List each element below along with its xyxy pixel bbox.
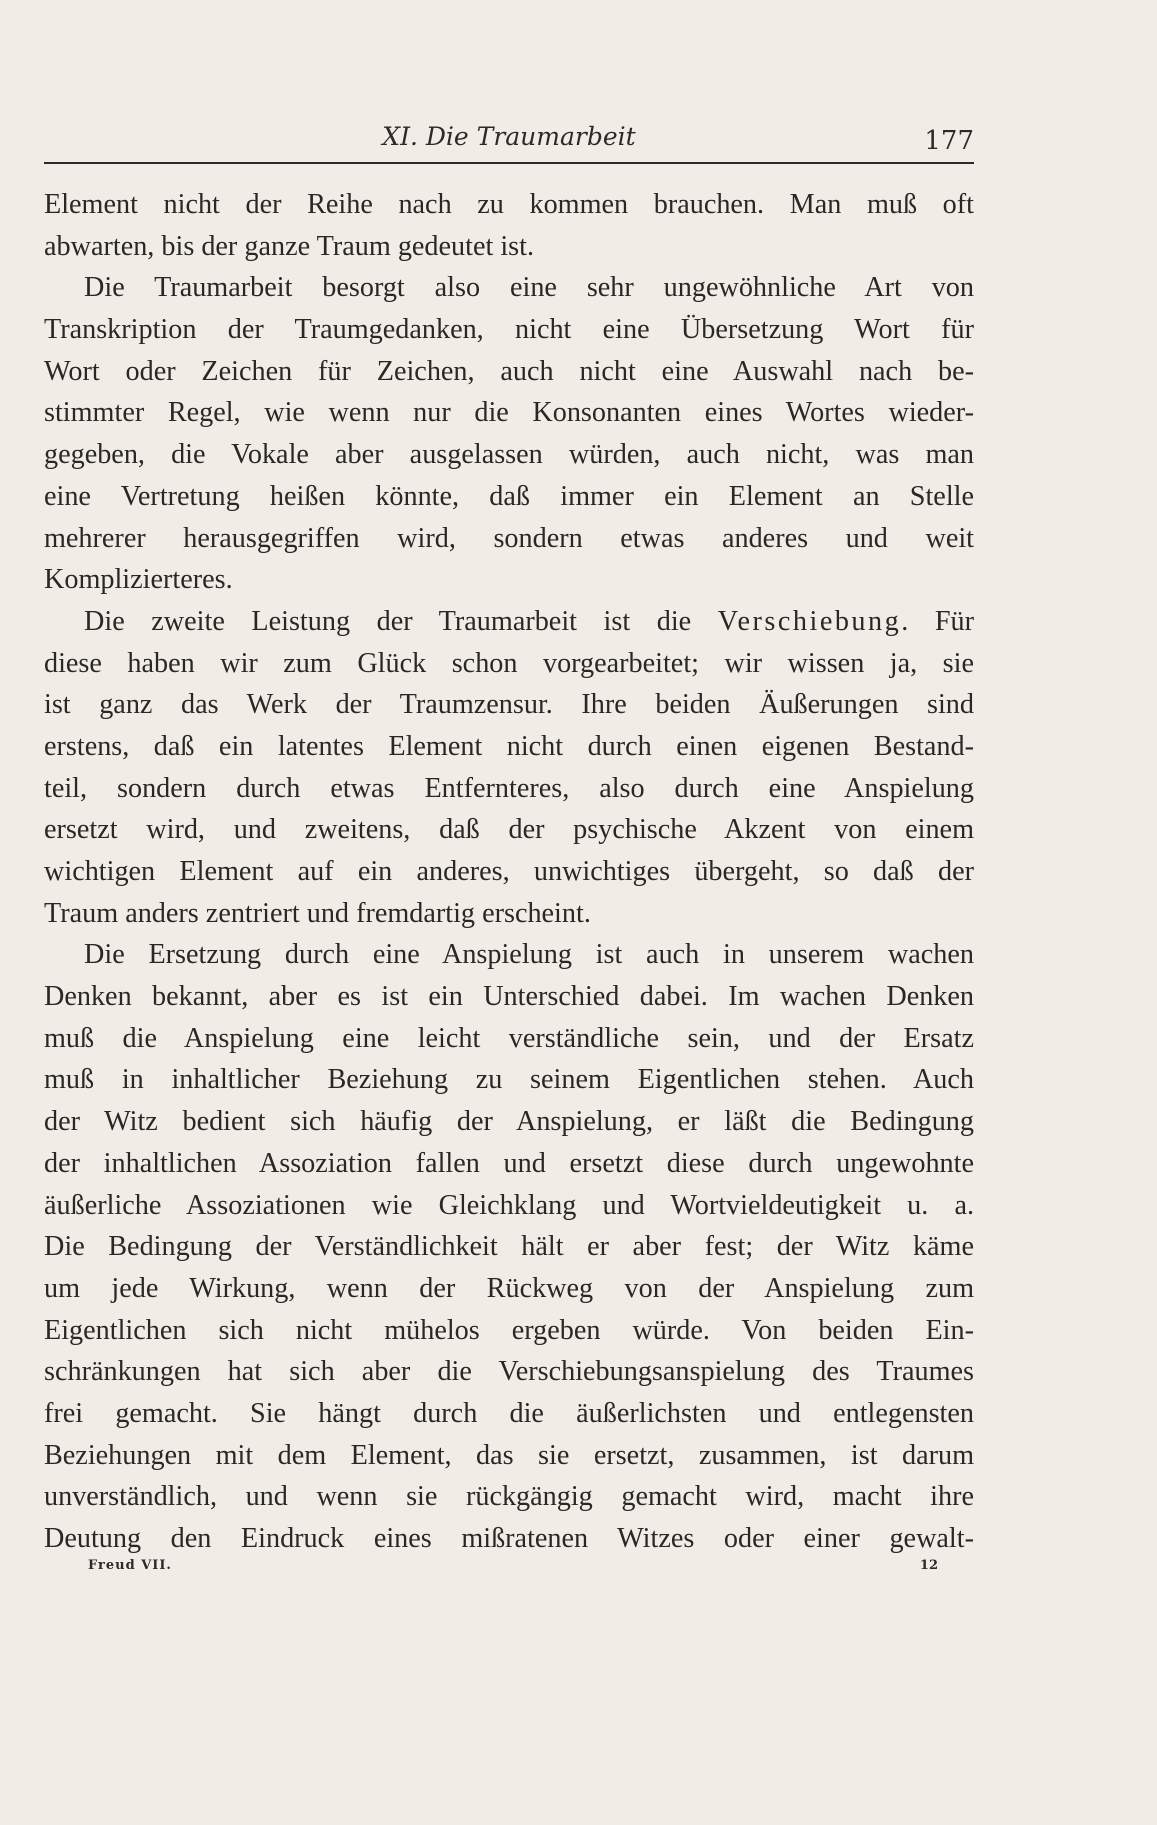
text-line: Wort oder Zeichen für Zeichen, auch nicht eine Auswahl nach be- (44, 355, 974, 387)
signature-number: 12 (919, 1558, 938, 1573)
text-line: Transkription der Traumgedanken, nicht eine Übersetzung Wort für (44, 314, 974, 346)
text-line: der inhaltlichen Assoziation fallen und ersetzt diese durch ungewohnte (44, 1147, 974, 1179)
text-line: stimmter Regel, wie wenn nur die Konsonanten eines Wortes wieder- (44, 397, 974, 429)
text-line: schränkungen hat sich aber die Verschiebungsanspielung des Traumes (44, 1356, 974, 1388)
text-line: teil, sondern durch etwas Entfernteres, also durch eine Anspielung (44, 772, 974, 804)
page-number: 177 (924, 126, 974, 156)
text-line: muß die Anspielung eine leicht verständliche sein, und der Ersatz (44, 1022, 974, 1054)
text-line: eine Vertretung heißen könnte, daß immer ein Element an Stelle (44, 480, 974, 512)
text-line: Denken bekannt, aber es ist ein Unterschied dabei. Im wachen Denken (44, 981, 974, 1013)
text-line: der Witz bedient sich häufig der Anspielung, er läßt die Bedingung (44, 1106, 974, 1138)
text-line: frei gemacht. Sie hängt durch die äußerlichsten und entlegensten (44, 1397, 974, 1429)
text-line: Beziehungen mit dem Element, das sie ersetzt, zusammen, ist darum (44, 1439, 974, 1471)
text-line: ist ganz das Werk der Traumzensur. Ihre beiden Äußerungen sind (44, 689, 974, 721)
text-run: Die zweite Leistung der Traumarbeit ist die (84, 605, 718, 637)
body-text (44, 184, 974, 1560)
page-footer (88, 1558, 938, 1582)
text-line: gegeben, die Vokale aber ausgelassen würden, auch nicht, was man (44, 439, 974, 471)
text-line-emphasis (44, 601, 974, 643)
text-line: Die Bedingung der Verständlichkeit hält er aber fest; der Witz käme (44, 1231, 974, 1263)
text-line: unverständlich, und wenn sie rückgängig gemacht wird, macht ihre (44, 1481, 974, 1513)
text-line: um jede Wirkung, wenn der Rückweg von der Anspielung zum (44, 1272, 974, 1304)
emphasized-term: Verschiebung (717, 605, 902, 637)
text-line: wichtigen Element auf ein anderes, unwichtiges übergeht, so daß der (44, 856, 974, 887)
text-line: Komplizierteres. (44, 564, 233, 596)
text-line: Die Ersetzung durch eine Anspielung ist auch in unserem wachen (84, 939, 974, 971)
text-line: Traum anders zentriert und fremdartig erscheint. (44, 897, 591, 929)
running-title: XI. Die Traumarbeit (382, 122, 636, 151)
text-line: äußerliche Assoziationen wie Gleichklang und Wortvieldeutigkeit u. a. (44, 1189, 974, 1221)
text-run: . Für (901, 605, 974, 637)
text-line: Die Traumarbeit besorgt also eine sehr ungewöhnliche Art von (84, 272, 974, 304)
text-line: ersetzt wird, und zweitens, daß der psychische Akzent von einem (44, 814, 974, 846)
text-line: erstens, daß ein latentes Element nicht durch einen eigenen Bestand- (44, 730, 974, 762)
text-line: Eigentlichen sich nicht mühelos ergeben würde. Von beiden Ein- (44, 1314, 974, 1346)
text-line: Element nicht der Reihe nach zu kommen brauchen. Man muß oft (44, 189, 974, 220)
text-line: Deutung den Eindruck eines mißratenen Witzes oder einer gewalt- (44, 1523, 974, 1554)
text-line: muß in inhaltlicher Beziehung zu seinem Eigentlichen stehen. Auch (44, 1064, 974, 1096)
signature-mark: Freud VII. (88, 1558, 172, 1573)
page-header (44, 118, 974, 164)
text-line: mehrerer herausgegriffen wird, sondern etwas anderes und weit (44, 522, 974, 554)
text-line: abwarten, bis der ganze Traum gedeutet ist. (44, 230, 535, 262)
text-line: diese haben wir zum Glück schon vorgearbeitet; wir wissen ja, sie (44, 647, 974, 679)
